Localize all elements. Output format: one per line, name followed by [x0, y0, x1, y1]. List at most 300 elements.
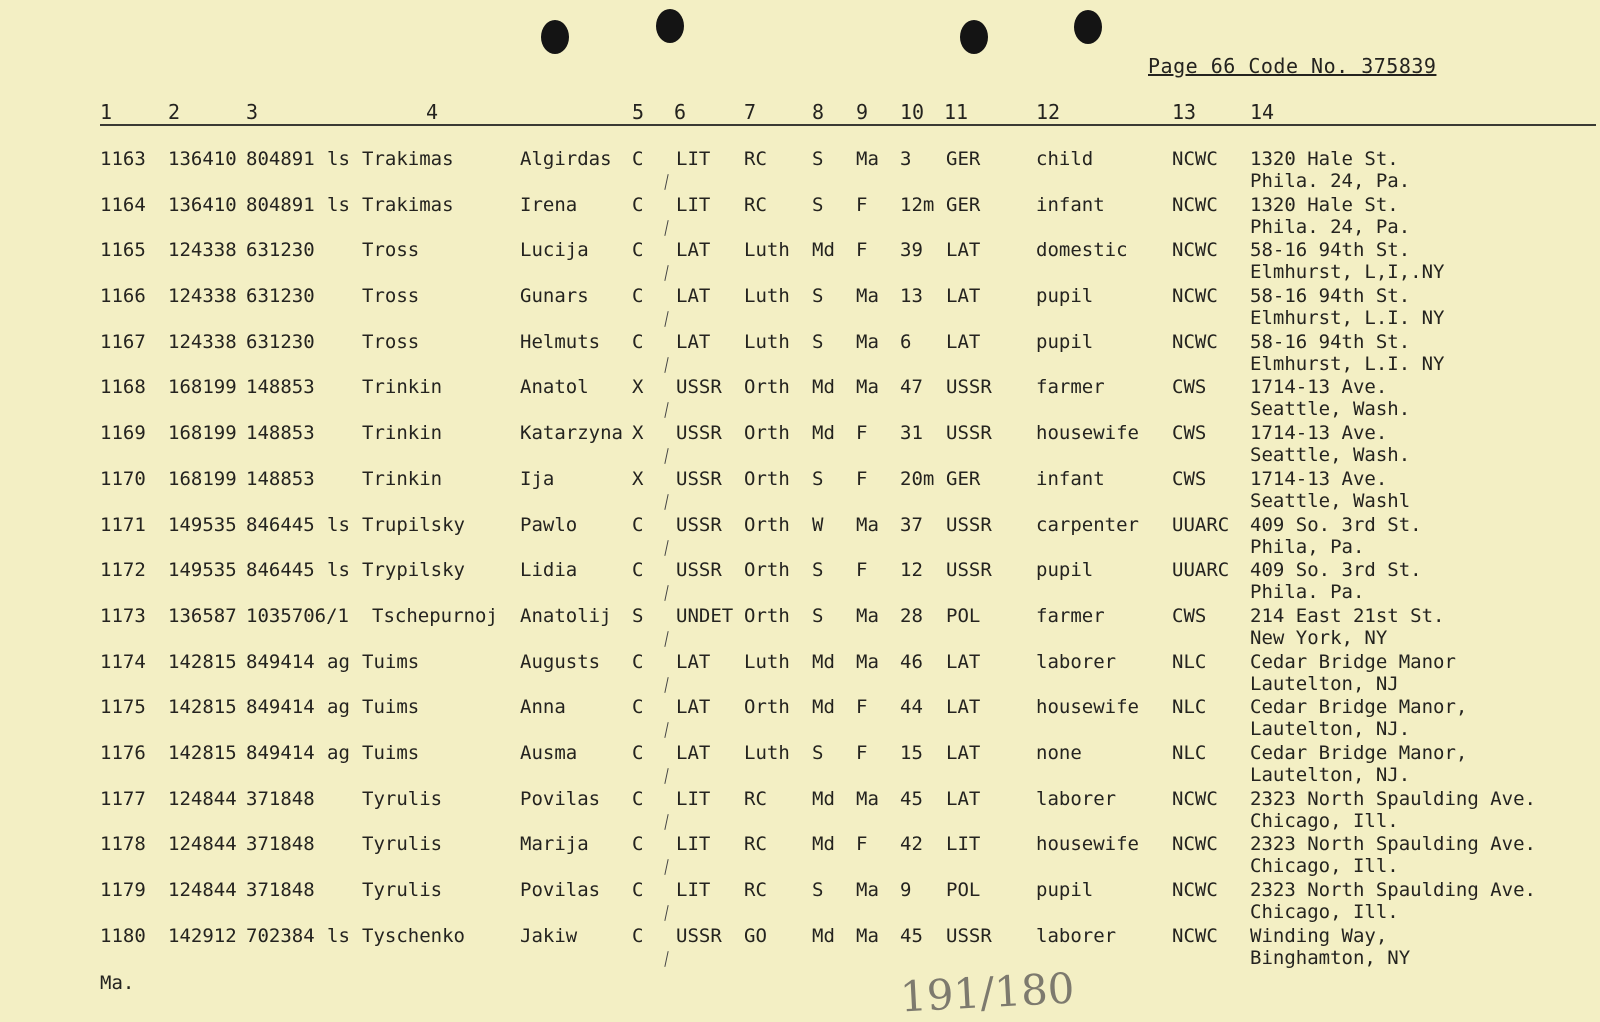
religion: RC	[744, 193, 767, 216]
occupation: infant	[1036, 467, 1105, 490]
sex: Ma	[856, 787, 879, 810]
file-number: 849414	[246, 696, 315, 719]
marital-status: S	[812, 285, 824, 308]
address-line-1: 58-16 94th St.	[1250, 285, 1411, 308]
case-number: 136410	[168, 148, 237, 170]
sex: Ma	[856, 330, 879, 353]
given-name: Ausma	[520, 741, 578, 764]
age: 12	[900, 559, 923, 582]
check-tick	[664, 814, 668, 830]
occupation: laborer	[1036, 924, 1117, 947]
occupation: pupil	[1036, 330, 1094, 353]
age: 6	[900, 330, 912, 353]
address-line-2: Elmhurst, L.I. NY	[1250, 307, 1445, 330]
table-row	[0, 148, 1600, 194]
address-line-1: 1714-13 Ave.	[1250, 376, 1388, 399]
agency: NLC	[1172, 650, 1207, 673]
address-line-1: 58-16 94th St.	[1250, 330, 1411, 353]
marital-status: Md	[812, 376, 835, 399]
address-line-1: Cedar Bridge Manor,	[1250, 741, 1468, 764]
marital-status: Md	[812, 696, 835, 719]
birth-country: USSR	[946, 422, 992, 445]
religion: GO	[744, 924, 767, 947]
given-name: Jakiw	[520, 924, 578, 947]
occupation: child	[1036, 148, 1094, 170]
table-row	[0, 194, 1600, 240]
marital-status: Md	[812, 650, 835, 673]
surname: Trypilsky	[362, 559, 465, 582]
pencil-annotation: 191/180	[898, 963, 1076, 1022]
check-tick	[664, 265, 668, 281]
address-line-2: Seattle, Washl	[1250, 489, 1411, 512]
record-number: 1171	[100, 513, 146, 536]
sex: Ma	[856, 604, 879, 627]
sex: F	[856, 696, 868, 719]
nationality: USSR	[676, 559, 722, 582]
header-rule-dash	[148, 124, 408, 126]
case-number: 168199	[168, 376, 237, 399]
sex: Ma	[856, 285, 879, 308]
table-row	[0, 468, 1600, 514]
age: 42	[900, 833, 923, 856]
class-code: C	[632, 285, 644, 308]
case-number: 136410	[168, 193, 237, 216]
marital-status: S	[812, 148, 824, 170]
agency: CWS	[1172, 422, 1207, 445]
address-line-1: 1320 Hale St.	[1250, 148, 1399, 170]
class-code: C	[632, 650, 644, 673]
case-number: 124338	[168, 239, 237, 262]
mark-code: ls	[327, 193, 350, 216]
check-tick	[664, 311, 668, 327]
column-number: 5	[632, 100, 645, 124]
nationality: LAT	[676, 696, 711, 719]
case-number: 124844	[168, 787, 237, 810]
case-number: 124338	[168, 285, 237, 308]
address-line-2: Chicago, Ill.	[1250, 855, 1399, 878]
address-line-1: Winding Way,	[1250, 924, 1388, 947]
address-line-2: Phila. 24, Pa.	[1250, 170, 1411, 192]
marital-status: S	[812, 879, 824, 901]
record-number: 1169	[100, 422, 146, 445]
file-number: 371848	[246, 879, 315, 901]
check-tick	[664, 631, 668, 647]
file-number: 148853	[246, 467, 315, 490]
agency: UUARC	[1172, 559, 1230, 582]
page-code-header: Page 66 Code No. 375839	[1148, 54, 1437, 78]
age: 45	[900, 924, 923, 947]
religion: Orth	[744, 696, 790, 719]
nationality: LIT	[676, 833, 711, 856]
given-name: Algirdas	[520, 148, 612, 170]
birth-country: GER	[946, 148, 981, 170]
birth-country: LAT	[946, 285, 981, 308]
occupation: housewife	[1036, 833, 1139, 856]
class-code: C	[632, 513, 644, 536]
sex: Ma	[856, 650, 879, 673]
age: 37	[900, 513, 923, 536]
nationality: USSR	[676, 924, 722, 947]
address-line-1: 409 So. 3rd St.	[1250, 513, 1422, 536]
address-line-1: 2323 North Spaulding Ave.	[1250, 787, 1536, 810]
case-number: 124844	[168, 833, 237, 856]
agency: CWS	[1172, 376, 1207, 399]
agency: NCWC	[1172, 148, 1218, 170]
class-code: C	[632, 741, 644, 764]
check-tick	[664, 585, 668, 601]
occupation: farmer	[1036, 604, 1105, 627]
given-name: Povilas	[520, 787, 601, 810]
birth-country: GER	[946, 467, 981, 490]
address-line-2: Chicago, Ill.	[1250, 809, 1399, 832]
column-number: 11	[944, 100, 969, 124]
file-number: 804891	[246, 148, 315, 170]
class-code: C	[632, 833, 644, 856]
birth-country: LAT	[946, 741, 981, 764]
address-line-2: Phila. 24, Pa.	[1250, 215, 1411, 238]
surname: Trakimas	[362, 148, 454, 170]
column-number: 7	[744, 100, 757, 124]
birth-country: USSR	[946, 376, 992, 399]
address-line-1: 58-16 94th St.	[1250, 239, 1411, 262]
occupation: none	[1036, 741, 1082, 764]
record-number: 1166	[100, 285, 146, 308]
nationality: USSR	[676, 513, 722, 536]
table-row	[0, 285, 1600, 331]
record-number: 1164	[100, 193, 146, 216]
column-number: 10	[900, 100, 925, 124]
occupation: pupil	[1036, 879, 1094, 901]
address-line-1: 2323 North Spaulding Ave.	[1250, 833, 1536, 856]
check-tick	[664, 951, 668, 967]
check-tick	[664, 677, 668, 693]
birth-country: USSR	[946, 513, 992, 536]
file-number: 804891	[246, 193, 315, 216]
check-tick	[664, 403, 668, 419]
occupation: domestic	[1036, 239, 1128, 262]
age: 28	[900, 604, 923, 627]
marital-status: S	[812, 330, 824, 353]
occupation: carpenter	[1036, 513, 1139, 536]
birth-country: GER	[946, 193, 981, 216]
address-line-2: Binghamton, NY	[1250, 946, 1411, 969]
occupation: farmer	[1036, 376, 1105, 399]
class-code: X	[632, 376, 644, 399]
age: 20m	[900, 467, 935, 490]
given-name: Pawlo	[520, 513, 578, 536]
address-line-2: Lautelton, NJ.	[1250, 763, 1411, 786]
record-number: 1168	[100, 376, 146, 399]
table-row	[0, 788, 1600, 834]
given-name: Povilas	[520, 879, 601, 901]
case-number: 168199	[168, 422, 237, 445]
agency: NCWC	[1172, 285, 1218, 308]
table-row	[0, 925, 1600, 971]
occupation: housewife	[1036, 422, 1139, 445]
address-line-2: Elmhurst, L,I,.NY	[1250, 261, 1445, 284]
record-number: 1174	[100, 650, 146, 673]
nationality: LAT	[676, 285, 711, 308]
record-number: 1163	[100, 148, 146, 170]
case-number: 168199	[168, 467, 237, 490]
religion: RC	[744, 879, 767, 901]
address-line-1: 409 So. 3rd St.	[1250, 559, 1422, 582]
mark-code: ls	[327, 513, 350, 536]
file-number: 631230	[246, 330, 315, 353]
column-number: 3	[246, 100, 259, 124]
age: 13	[900, 285, 923, 308]
nationality: LAT	[676, 239, 711, 262]
address-line-1: Cedar Bridge Manor	[1250, 650, 1456, 673]
agency: UUARC	[1172, 513, 1230, 536]
religion: Orth	[744, 422, 790, 445]
age: 44	[900, 696, 923, 719]
occupation: housewife	[1036, 696, 1139, 719]
surname: Tyrulis	[362, 833, 443, 856]
agency: NCWC	[1172, 330, 1218, 353]
surname: Tross	[362, 330, 420, 353]
birth-country: LAT	[946, 787, 981, 810]
nationality: USSR	[676, 467, 722, 490]
address-line-2: Lautelton, NJ	[1250, 672, 1399, 695]
file-number: 849414	[246, 741, 315, 764]
surname: Trakimas	[362, 193, 454, 216]
occupation: laborer	[1036, 650, 1117, 673]
age: 15	[900, 741, 923, 764]
address-line-1: 1714-13 Ave.	[1250, 422, 1388, 445]
marital-status: Md	[812, 239, 835, 262]
column-number: 14	[1250, 100, 1275, 124]
table-row	[0, 879, 1600, 925]
check-tick	[664, 174, 668, 190]
surname: Tyrulis	[362, 787, 443, 810]
class-code: X	[632, 467, 644, 490]
file-number: 846445	[246, 513, 315, 536]
case-number: 142912	[168, 924, 237, 947]
class-code: S	[632, 604, 644, 627]
occupation: pupil	[1036, 559, 1094, 582]
file-number: 1035706/1	[246, 604, 349, 627]
nationality: LIT	[676, 148, 711, 170]
marital-status: S	[812, 467, 824, 490]
address-line-1: 1320 Hale St.	[1250, 193, 1399, 216]
given-name: Irena	[520, 193, 578, 216]
column-number: 13	[1172, 100, 1197, 124]
class-code: C	[632, 559, 644, 582]
record-number: 1177	[100, 787, 146, 810]
column-number: 9	[856, 100, 869, 124]
surname: Tuims	[362, 650, 420, 673]
birth-country: POL	[946, 604, 981, 627]
religion: Orth	[744, 604, 790, 627]
sex: F	[856, 833, 868, 856]
religion: RC	[744, 148, 767, 170]
birth-country: LAT	[946, 330, 981, 353]
record-number: 1172	[100, 559, 146, 582]
address-line-2: Elmhurst, L.I. NY	[1250, 352, 1445, 375]
file-number: 371848	[246, 833, 315, 856]
table-row	[0, 422, 1600, 468]
age: 39	[900, 239, 923, 262]
surname: Trupilsky	[362, 513, 465, 536]
address-line-2: Lautelton, NJ.	[1250, 718, 1411, 741]
sex: Ma	[856, 376, 879, 399]
age: 3	[900, 148, 912, 170]
marital-status: Md	[812, 422, 835, 445]
surname: Tross	[362, 239, 420, 262]
surname: Tross	[362, 285, 420, 308]
religion: Luth	[744, 650, 790, 673]
given-name: Lucija	[520, 239, 589, 262]
given-name: Gunars	[520, 285, 589, 308]
class-code: C	[632, 239, 644, 262]
sex: Ma	[856, 148, 879, 170]
agency: CWS	[1172, 604, 1207, 627]
given-name: Lidia	[520, 559, 578, 582]
table-row	[0, 605, 1600, 651]
surname: Tyschenko	[362, 924, 465, 947]
case-number: 149535	[168, 559, 237, 582]
religion: RC	[744, 787, 767, 810]
address-line-2: Seattle, Wash.	[1250, 444, 1411, 467]
nationality: LAT	[676, 650, 711, 673]
surname: Tyrulis	[362, 879, 443, 901]
table-row	[0, 742, 1600, 788]
nationality: UNDET	[676, 604, 734, 627]
marital-status: Md	[812, 924, 835, 947]
surname: Tuims	[362, 696, 420, 719]
religion: Orth	[744, 559, 790, 582]
sex: F	[856, 193, 868, 216]
footer-note: Ma.	[100, 972, 135, 994]
address-line-2: New York, NY	[1250, 626, 1388, 649]
marital-status: S	[812, 193, 824, 216]
given-name: Anna	[520, 696, 566, 719]
nationality: LIT	[676, 193, 711, 216]
table-row	[0, 331, 1600, 377]
file-number: 148853	[246, 376, 315, 399]
given-name: Helmuts	[520, 330, 601, 353]
check-tick	[664, 448, 668, 464]
surname: Trinkin	[362, 467, 443, 490]
religion: Orth	[744, 376, 790, 399]
sex: F	[856, 467, 868, 490]
column-number: 1	[100, 100, 113, 124]
case-number: 142815	[168, 696, 237, 719]
class-code: C	[632, 879, 644, 901]
mark-code: ag	[327, 741, 350, 764]
nationality: LAT	[676, 741, 711, 764]
birth-country: LAT	[946, 650, 981, 673]
occupation: laborer	[1036, 787, 1117, 810]
record-number: 1167	[100, 330, 146, 353]
table-row	[0, 651, 1600, 697]
mark-code: ls	[327, 148, 350, 170]
check-tick	[664, 494, 668, 510]
case-number: 124338	[168, 330, 237, 353]
agency: NCWC	[1172, 193, 1218, 216]
case-number: 124844	[168, 879, 237, 901]
given-name: Augusts	[520, 650, 601, 673]
religion: RC	[744, 833, 767, 856]
file-number: 849414	[246, 650, 315, 673]
mark-code: ls	[327, 924, 350, 947]
surname: Trinkin	[362, 376, 443, 399]
nationality: LIT	[676, 879, 711, 901]
birth-country: LAT	[946, 696, 981, 719]
table-row	[0, 376, 1600, 422]
address-line-2: Chicago, Ill.	[1250, 901, 1399, 923]
table-row	[0, 559, 1600, 605]
file-number: 148853	[246, 422, 315, 445]
occupation: infant	[1036, 193, 1105, 216]
agency: NCWC	[1172, 924, 1218, 947]
mark-code: ag	[327, 650, 350, 673]
record-number: 1165	[100, 239, 146, 262]
column-number: 12	[1036, 100, 1061, 124]
check-tick	[664, 859, 668, 875]
address-line-1: 1714-13 Ave.	[1250, 467, 1388, 490]
table-row	[0, 833, 1600, 879]
punch-hole	[656, 9, 684, 43]
class-code: X	[632, 422, 644, 445]
occupation: pupil	[1036, 285, 1094, 308]
birth-country: LAT	[946, 239, 981, 262]
table-row	[0, 696, 1600, 742]
file-number: 371848	[246, 787, 315, 810]
nationality: USSR	[676, 376, 722, 399]
address-line-1: 214 East 21st St.	[1250, 604, 1445, 627]
agency: CWS	[1172, 467, 1207, 490]
birth-country: POL	[946, 879, 981, 901]
punch-hole	[541, 20, 569, 54]
table-row	[0, 514, 1600, 560]
age: 9	[900, 879, 912, 901]
case-number: 149535	[168, 513, 237, 536]
punch-hole	[1074, 10, 1102, 44]
religion: Luth	[744, 330, 790, 353]
religion: Luth	[744, 285, 790, 308]
agency: NCWC	[1172, 239, 1218, 262]
check-tick	[664, 357, 668, 373]
sex: F	[856, 239, 868, 262]
class-code: C	[632, 330, 644, 353]
birth-country: USSR	[946, 559, 992, 582]
religion: Luth	[744, 239, 790, 262]
address-line-2: Seattle, Wash.	[1250, 398, 1411, 421]
surname: Tuims	[362, 741, 420, 764]
column-number: 8	[812, 100, 825, 124]
birth-country: USSR	[946, 924, 992, 947]
table-row	[0, 239, 1600, 285]
sex: F	[856, 559, 868, 582]
age: 31	[900, 422, 923, 445]
record-table	[0, 148, 1600, 970]
sex: F	[856, 741, 868, 764]
age: 47	[900, 376, 923, 399]
check-tick	[664, 540, 668, 556]
check-tick	[664, 220, 668, 236]
mark-code: ag	[327, 696, 350, 719]
address-line-2: Phila, Pa.	[1250, 535, 1365, 558]
agency: NLC	[1172, 741, 1207, 764]
class-code: C	[632, 787, 644, 810]
class-code: C	[632, 148, 644, 170]
sex: Ma	[856, 879, 879, 901]
nationality: USSR	[676, 422, 722, 445]
marital-status: Md	[812, 787, 835, 810]
record-number: 1170	[100, 467, 146, 490]
